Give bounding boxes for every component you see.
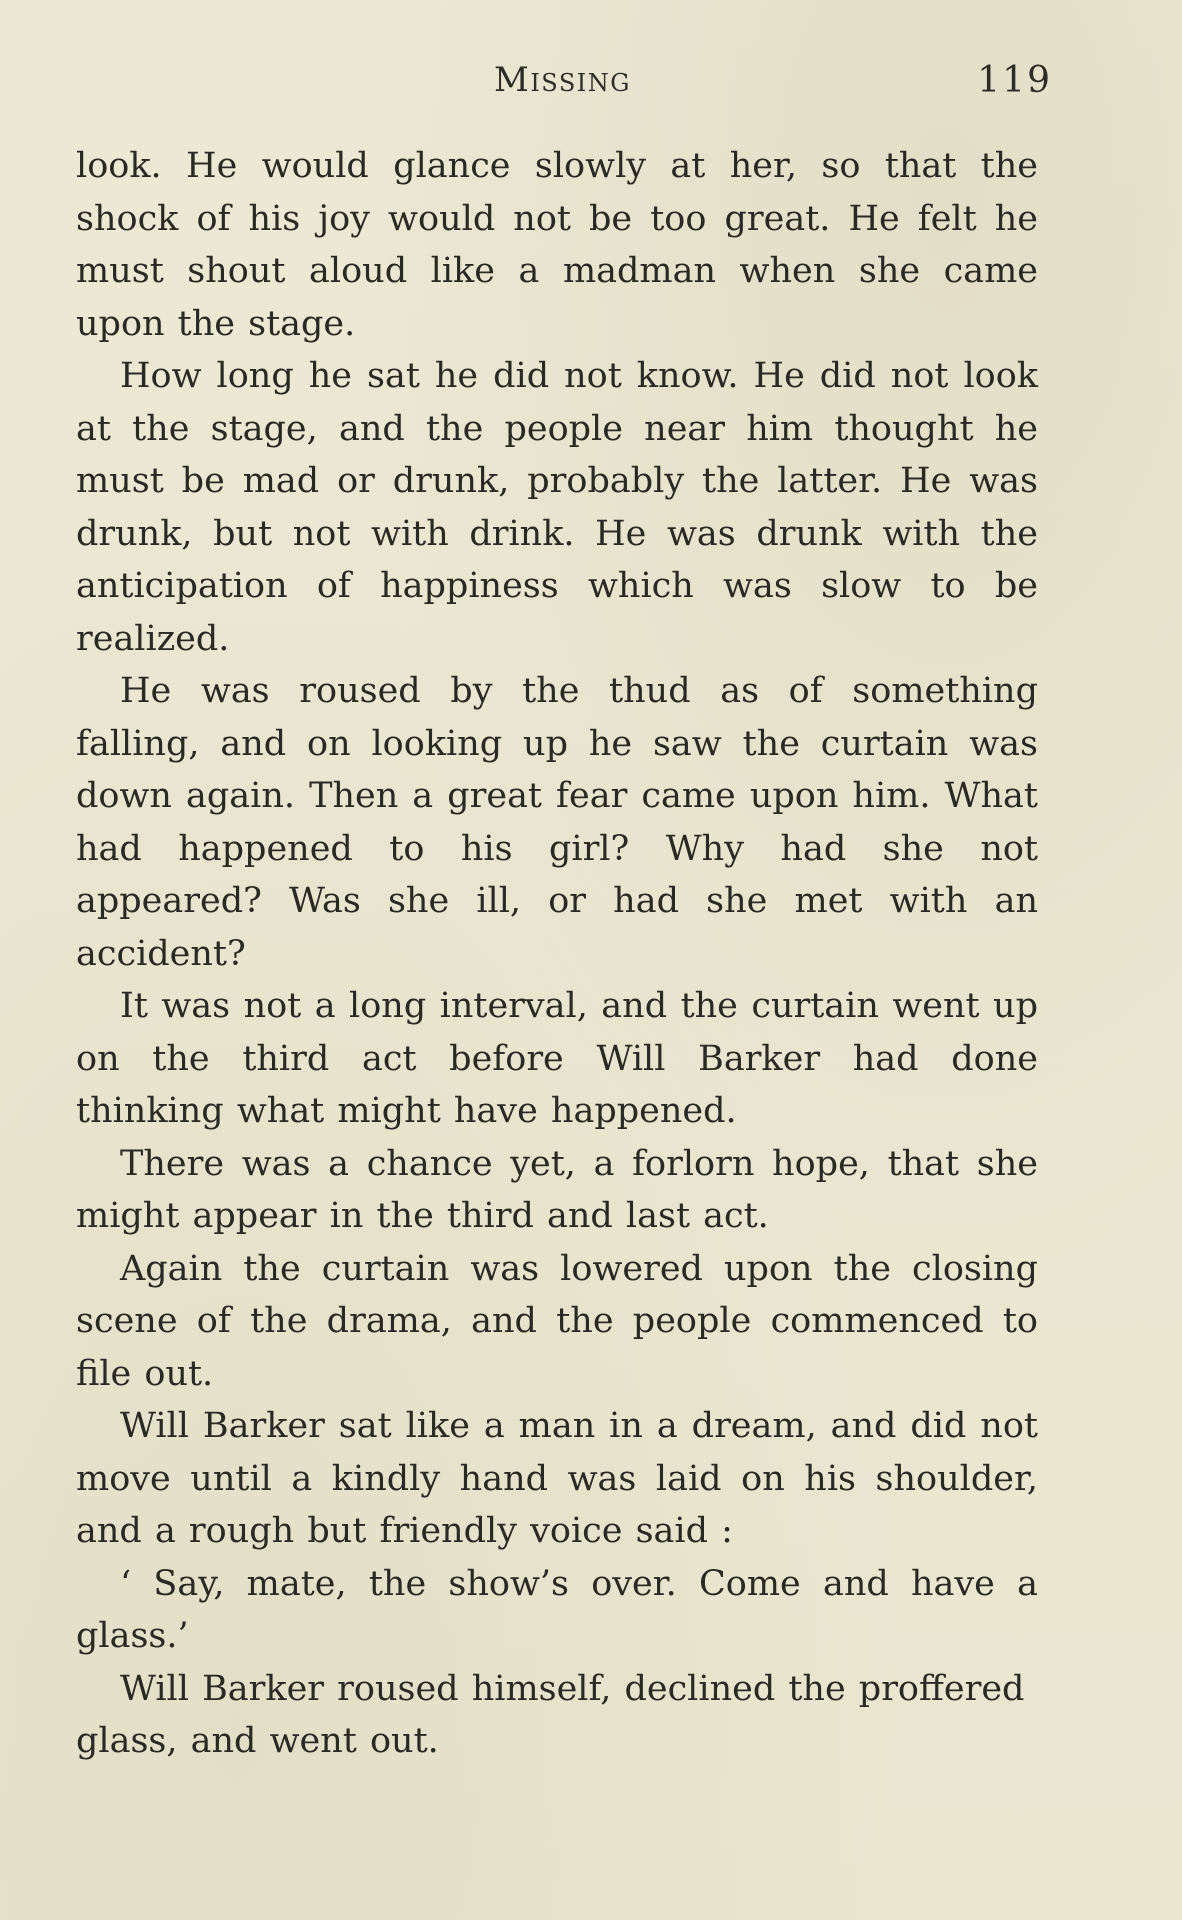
paragraph: There was a chance yet, a forlorn hope, that she might appear in the third and last act. (76, 1143, 1038, 1236)
body-text (76, 140, 1038, 1768)
paragraph: Will Barker sat like a man in a dream, and did not move until a kindly hand was laid on his shoulder, and a rough but friendly voice said : (76, 1406, 1038, 1551)
paragraph: It was not a long interval, and the curtain went up on the third act before Will Barker had done thinking what might have happened. (76, 986, 1038, 1131)
paragraph: How long he sat he did not know. He did not look at the stage, and the people near him thought he must be mad or drunk, probably the latter. He was drunk, but not with drink. He was drunk with the anticipation of happiness which was slow to be realized. (76, 356, 1038, 659)
paragraph-continued: look. He would glance slowly at her, so that the shock of his joy would not be too great. He felt he must shout aloud like a madman when she came upon the stage. (76, 146, 1038, 344)
paragraph: Will Barker roused himself, declined the proffered glass, and went out. (76, 1668, 1025, 1761)
paragraph: Again the curtain was lowered upon the closing scene of the drama, and the people commenced to file out. (76, 1248, 1038, 1394)
running-head (0, 60, 1182, 110)
paragraph: He was roused by the thud as of something falling, and on looking up he saw the curtain was down again. Then a great fear came upon him. What had happened to his girl? Why had she not appeared? Was she ill, or had she met with an accident? (76, 671, 1038, 974)
paragraph-dialogue: ‘ Say, mate, the show’s over. Come and have a glass.’ (76, 1563, 1038, 1656)
page-number: 119 (977, 60, 1052, 101)
running-title: Missing (494, 60, 631, 100)
